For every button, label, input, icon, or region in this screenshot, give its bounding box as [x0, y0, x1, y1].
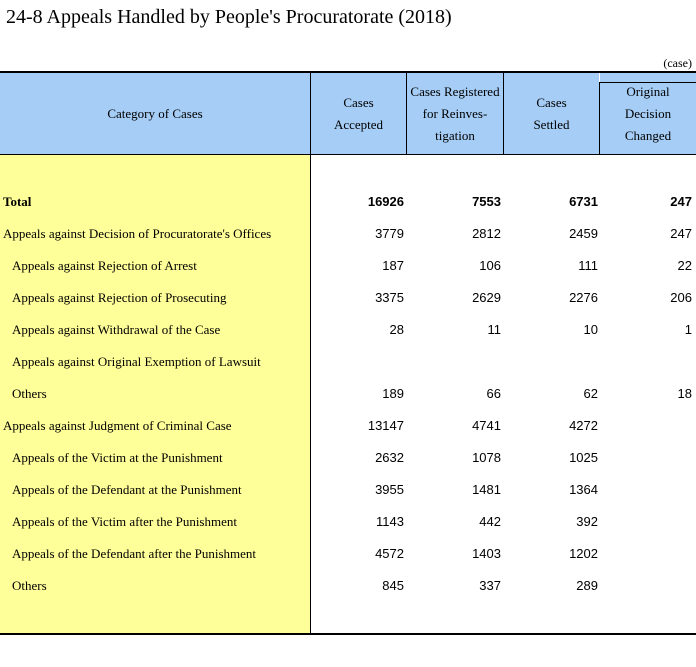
column-divider — [406, 73, 407, 155]
table-row — [0, 346, 696, 378]
row-label: Appeals against Judgment of Criminal Case — [3, 418, 232, 433]
cell-value: 16926 — [367, 194, 404, 209]
cell-value: 1025 — [569, 450, 598, 465]
row-label: Total — [3, 194, 32, 209]
cell-value: 7553 — [472, 194, 501, 209]
cell-value: 66 — [486, 386, 501, 401]
row-label: Appeals of the Victim after the Punishment — [12, 514, 237, 529]
header-cases-accepted: Cases Accepted — [333, 95, 384, 132]
row-label: Appeals of the Defendant after the Punishment — [12, 546, 257, 561]
table-row — [0, 282, 696, 314]
row-label: Appeals against Decision of Procuratorate's Offices — [3, 226, 272, 241]
row-label: Appeals against Rejection of Arrest — [12, 258, 197, 273]
table-row — [0, 570, 696, 602]
cell-value: 28 — [389, 322, 404, 337]
cell-value: 337 — [479, 578, 501, 593]
table-row — [0, 186, 696, 218]
cell-value: 2812 — [472, 226, 501, 241]
cell-value: 2459 — [569, 226, 598, 241]
cell-value: 3779 — [375, 226, 404, 241]
header-inner-border — [599, 82, 696, 83]
column-divider — [599, 82, 600, 155]
row-label: Others — [12, 578, 47, 593]
table-row — [0, 506, 696, 538]
table-row — [0, 250, 696, 282]
row-label: Others — [12, 386, 47, 401]
cell-value: 247 — [670, 194, 692, 209]
table-row — [0, 474, 696, 506]
cell-value: 6731 — [569, 194, 598, 209]
table-row — [0, 442, 696, 474]
cell-value: 4572 — [375, 546, 404, 561]
table-bottom-border — [0, 633, 696, 635]
cell-value: 1 — [684, 322, 692, 337]
header-bottom-border — [0, 154, 696, 155]
cell-value: 2629 — [472, 290, 501, 305]
unit-label: (case) — [663, 56, 692, 70]
cell-value: 3955 — [375, 482, 404, 497]
cell-value: 11 — [487, 322, 501, 337]
cell-value: 3375 — [375, 290, 404, 305]
table-row — [0, 378, 696, 410]
cell-value: 1364 — [569, 482, 598, 497]
cell-value: 2632 — [375, 450, 404, 465]
page-title: 24-8 Appeals Handled by People's Procuratorate (2018) — [6, 6, 452, 28]
row-label: Appeals of the Defendant at the Punishment — [12, 482, 242, 497]
cell-value: 4741 — [472, 418, 501, 433]
cell-value: 189 — [382, 386, 404, 401]
cell-value: 2276 — [569, 290, 598, 305]
row-label: Appeals against Original Exemption of Lawsuit — [12, 354, 261, 369]
cell-value: 289 — [576, 578, 598, 593]
cell-value: 22 — [677, 258, 692, 273]
cell-value: 62 — [583, 386, 598, 401]
cell-value: 1202 — [569, 546, 598, 561]
table-row — [0, 314, 696, 346]
cell-value: 1078 — [472, 450, 501, 465]
cell-value: 845 — [382, 578, 404, 593]
cell-value: 187 — [382, 258, 404, 273]
cell-value: 247 — [670, 226, 692, 241]
row-label: Appeals against Withdrawal of the Case — [12, 322, 221, 337]
row-label: Appeals of the Victim at the Punishment — [12, 450, 223, 465]
cell-value: 13147 — [367, 418, 404, 433]
column-divider — [503, 73, 504, 155]
header-decision-changed: Original Decision Changed — [624, 84, 672, 143]
cell-value: 1481 — [472, 482, 501, 497]
row-label: Appeals against Rejection of Prosecuting — [12, 290, 227, 305]
cell-value: 4272 — [569, 418, 598, 433]
cell-value: 1143 — [376, 514, 404, 529]
cell-value: 18 — [677, 386, 692, 401]
cell-value: 442 — [479, 514, 501, 529]
header-category: Category of Cases — [107, 106, 203, 121]
cell-value: 10 — [583, 322, 598, 337]
table-row — [0, 410, 696, 442]
cell-value: 206 — [670, 290, 692, 305]
header-cases-registered: Cases Registered for Reinves- tigation — [410, 84, 500, 143]
table-row — [0, 538, 696, 570]
table-row — [0, 218, 696, 250]
cell-value: 106 — [479, 258, 501, 273]
cell-value: 111 — [578, 258, 598, 273]
cell-value: 1403 — [472, 546, 501, 561]
header-cases-settled: Cases Settled — [533, 95, 570, 132]
cell-value: 392 — [576, 514, 598, 529]
